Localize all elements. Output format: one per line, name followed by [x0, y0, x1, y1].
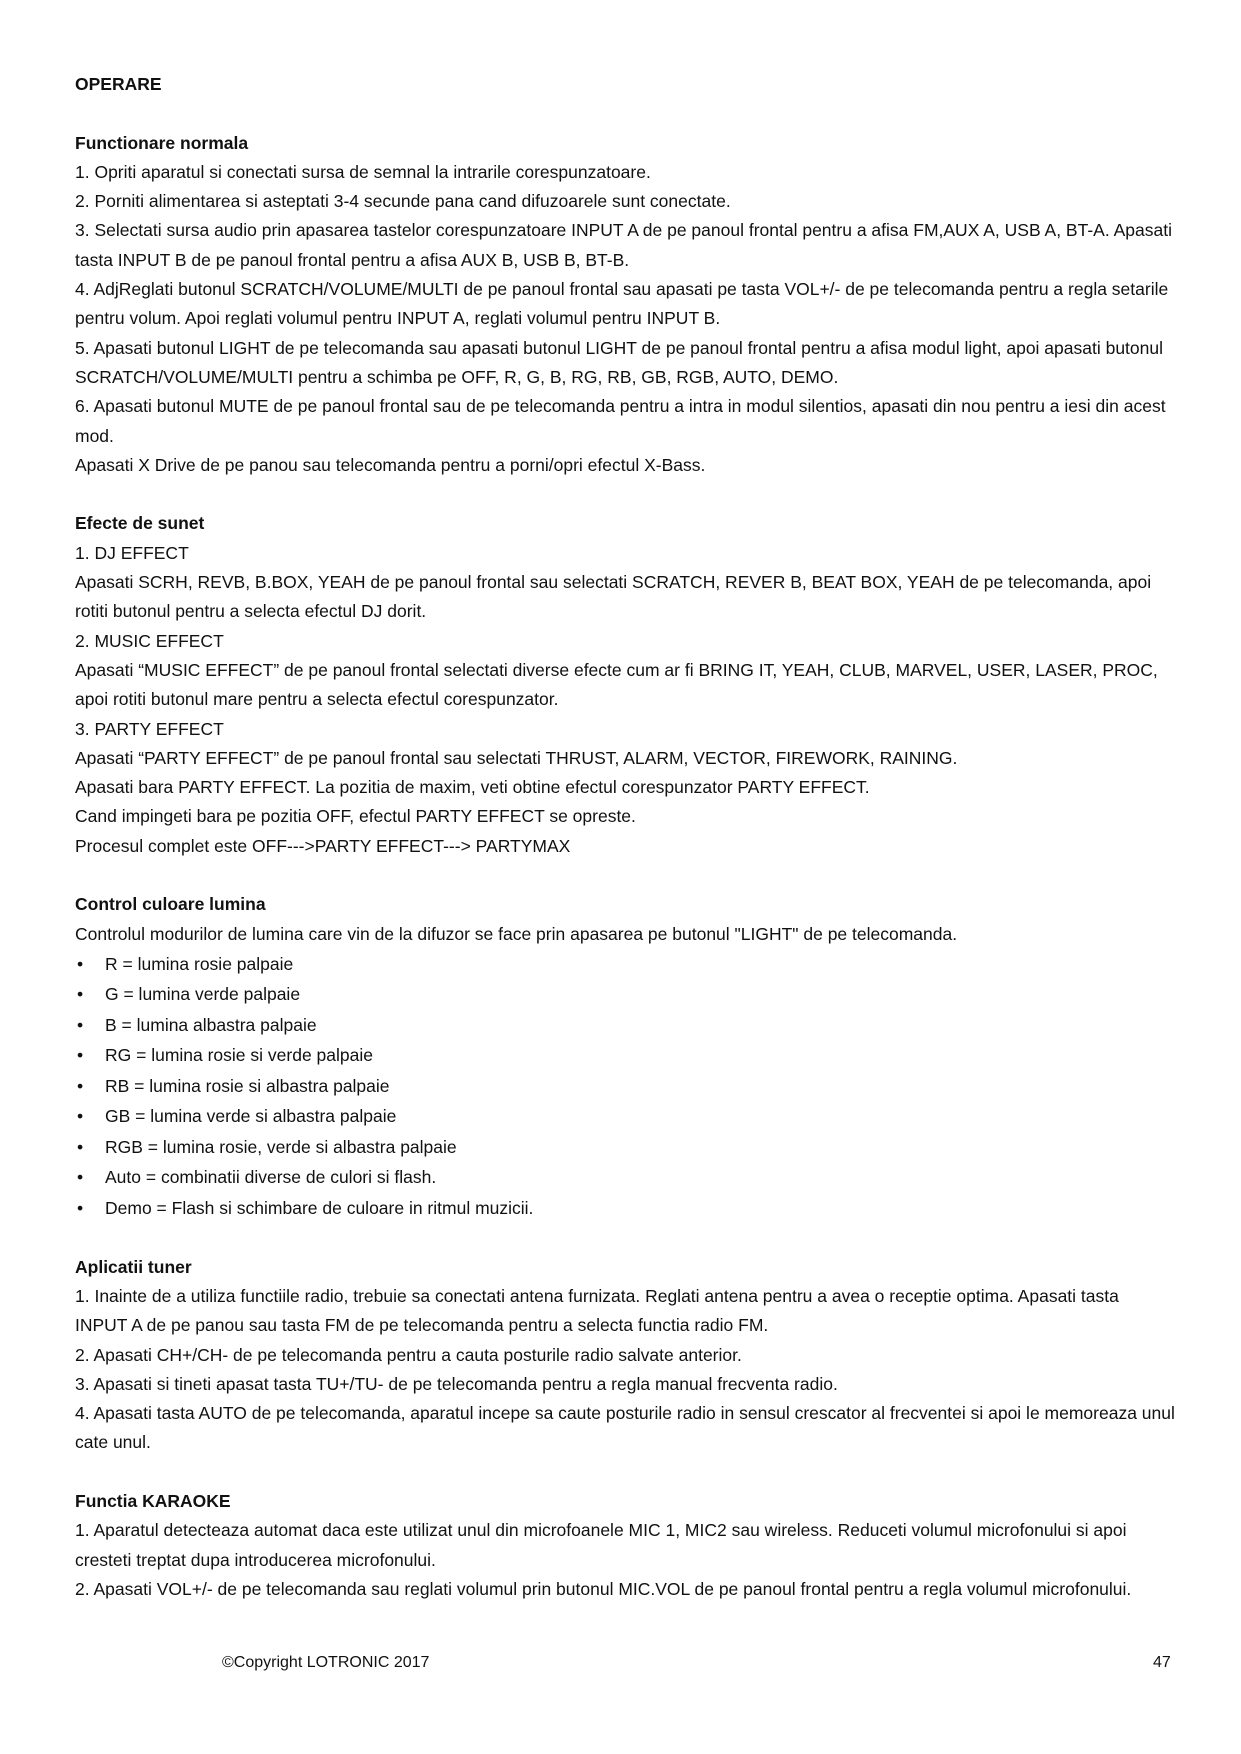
light-mode-list: [75, 949, 1175, 1224]
bullet-icon: •: [77, 1106, 84, 1127]
list-item-text: B = lumina albastra palpaie: [105, 1014, 317, 1035]
section-heading-tuner: Aplicatii tuner: [75, 1256, 192, 1277]
list-item-text: Auto = combinatii diverse de culori si flash.: [105, 1167, 437, 1188]
paragraph: 2. Porniti alimentarea si asteptati 3-4 secunde pana cand difuzoarele sunt conectate.: [75, 191, 731, 212]
bullet-icon: •: [77, 1075, 84, 1096]
section-heading-normal-operation: Functionare normala: [75, 132, 249, 153]
paragraph: 3. PARTY EFFECT: [75, 718, 224, 739]
page-title: OPERARE: [75, 74, 162, 94]
paragraph: Apasati bara PARTY EFFECT. La pozitia de maxim, veti obtine efectul corespunzator PARTY EFFECT.: [75, 777, 870, 798]
paragraph: 2. MUSIC EFFECT: [75, 630, 224, 651]
paragraph: 5. Apasati butonul LIGHT de pe telecomanda sau apasati butonul LIGHT de pe panoul frontal pentru a afisa modul light, apoi apasati butonul SCRATCH/VOLUME/MULTI pentru a schimba pe OFF, R, G, B, RG, RB, GB, RGB, AUTO, DEMO.: [75, 337, 1164, 387]
paragraph: 1. Inainte de a utiliza functiile radio, trebuie sa conectati antena furnizata. Reglati antena pentru a avea o receptie optima. Apasati tasta INPUT A de pe panou sau tasta FM de pe telecomanda pentru a selecta functia radio FM.: [75, 1286, 1119, 1336]
list-item-text: RG = lumina rosie si verde palpaie: [105, 1045, 373, 1066]
bullet-icon: •: [77, 1136, 84, 1157]
paragraph: Apasati “MUSIC EFFECT” de pe panoul frontal selectati diverse efecte cum ar fi BRING IT, YEAH, CLUB, MARVEL, USER, LASER, PROC, apoi rotiti butonul mare pentru a selecta efectul corespunzator.: [75, 659, 1158, 710]
list-item-text: G = lumina verde palpaie: [105, 984, 301, 1005]
list-item: [75, 1040, 1175, 1071]
list-item-text: RGB = lumina rosie, verde si albastra palpaie: [105, 1136, 457, 1157]
list-item: [75, 1132, 1175, 1163]
list-item-text: RB = lumina rosie si albastra palpaie: [105, 1075, 390, 1096]
paragraph: 4. AdjReglati butonul SCRATCH/VOLUME/MULTI de pe panoul frontal sau apasati pe tasta VOL+/- de pe telecomanda pentru a regla setarile pentru volum. Apoi reglati volumul pentru INPUT A, reglati volumul pentru INPUT B.: [75, 279, 1169, 329]
bullet-icon: •: [77, 1045, 84, 1066]
paragraph: 1. DJ EFFECT: [75, 542, 189, 563]
list-item: [75, 979, 1175, 1010]
section-heading-karaoke: Functia KARAOKE: [75, 1491, 231, 1512]
copyright-text: ©Copyright LOTRONIC 2017: [222, 1654, 430, 1671]
paragraph: Controlul modurilor de lumina care vin de la difuzor se face prin apasarea pe butonul "LIGHT" de pe telecomanda.: [75, 923, 958, 944]
list-item-text: Demo = Flash si schimbare de culoare in ritmul muzicii.: [105, 1197, 534, 1218]
document-page: [75, 70, 1175, 1604]
bullet-icon: •: [77, 1197, 84, 1218]
list-item: [75, 1071, 1175, 1102]
list-item-text: R = lumina rosie palpaie: [105, 953, 294, 974]
section-heading-sound-effects: Efecte de sunet: [75, 513, 205, 534]
paragraph: Apasati X Drive de pe panou sau telecomanda pentru a porni/opri efectul X-Bass.: [75, 454, 706, 475]
paragraph: Cand impingeti bara pe pozitia OFF, efectul PARTY EFFECT se opreste.: [75, 806, 636, 827]
paragraph: Apasati “PARTY EFFECT” de pe panoul frontal sau selectati THRUST, ALARM, VECTOR, FIREWORK, RAINING.: [75, 747, 958, 768]
paragraph: 3. Selectati sursa audio prin apasarea tastelor corespunzatoare INPUT A de pe panoul frontal pentru a afisa FM,AUX A, USB A, BT-A. Apasati tasta INPUT B de pe panoul frontal pentru a afisa AUX B, USB B, BT-B.: [75, 220, 1172, 270]
paragraph: Procesul complet este OFF--->PARTY EFFECT---> PARTYMAX: [75, 835, 571, 856]
list-item: [75, 1162, 1175, 1193]
paragraph: 2. Apasati VOL+/- de pe telecomanda sau reglati volumul prin butonul MIC.VOL de pe panoul frontal pentru a regla volumul microfonului.: [75, 1578, 1132, 1599]
paragraph: 2. Apasati CH+/CH- de pe telecomanda pentru a cauta posturile radio salvate anterior.: [75, 1344, 742, 1365]
bullet-icon: •: [77, 1014, 84, 1035]
list-item: [75, 949, 1175, 980]
paragraph: 3. Apasati si tineti apasat tasta TU+/TU- de pe telecomanda pentru a regla manual frecventa radio.: [75, 1373, 838, 1394]
paragraph: 4. Apasati tasta AUTO de pe telecomanda, aparatul incepe sa caute posturile radio in sensul crescator al frecventei si apoi le memoreaza unul cate unul.: [75, 1403, 1175, 1453]
list-item: [75, 1101, 1175, 1132]
paragraph: Apasati SCRH, REVB, B.BOX, YEAH de pe panoul frontal sau selectati SCRATCH, REVER B, BEAT BOX, YEAH de pe telecomanda, apoi rotiti butonul pentru a selecta efectul DJ dorit.: [75, 572, 1152, 622]
paragraph: 6. Apasati butonul MUTE de pe panoul frontal sau de pe telecomanda pentru a intra in modul silentios, apasati din nou pentru a iesi din acest mod.: [75, 396, 1166, 446]
bullet-icon: •: [77, 953, 84, 974]
paragraph: 1. Opriti aparatul si conectati sursa de semnal la intrarile corespunzatoare.: [75, 161, 651, 182]
paragraph: 1. Aparatul detecteaza automat daca este utilizat unul din microfoanele MIC 1, MIC2 sau wireless. Reduceti volumul microfonului si apoi cresteti treptat dupa introducerea microfonului.: [75, 1520, 1127, 1570]
list-item: [75, 1193, 1175, 1224]
page-number: 47: [1153, 1654, 1171, 1671]
list-item-text: GB = lumina verde si albastra palpaie: [105, 1106, 397, 1127]
section-heading-light-color-control: Control culoare lumina: [75, 894, 266, 915]
bullet-icon: •: [77, 1167, 84, 1188]
bullet-icon: •: [77, 984, 84, 1005]
list-item: [75, 1010, 1175, 1041]
